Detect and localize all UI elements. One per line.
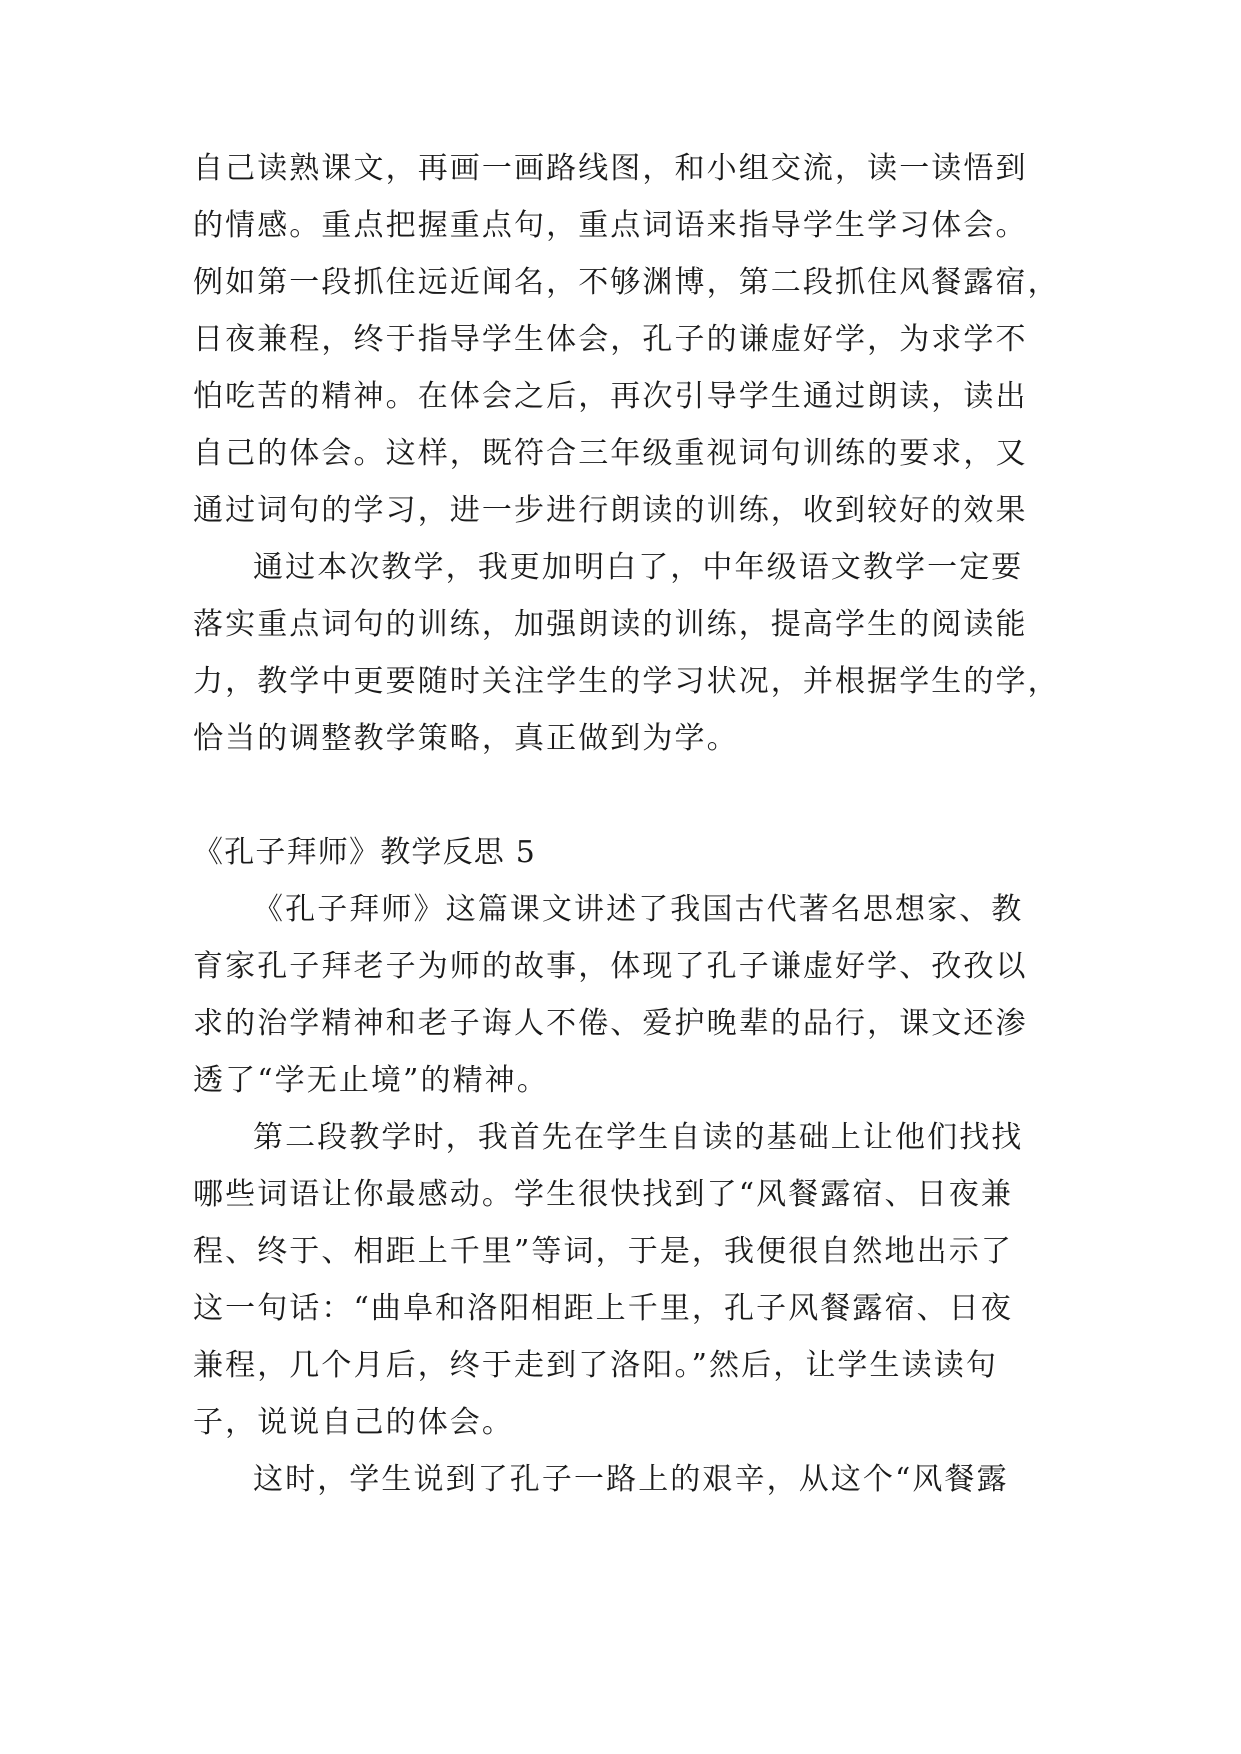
section-title: 《孔子拜师》教学反思 5 [193,835,537,870]
section-paragraph-2-line-4: 这一句话：“曲阜和洛阳相距上千里，孔子风餐露宿、日夜 [193,1291,1013,1326]
paragraph-1-line-5: 怕吃苦的精神。在体会之后，再次引导学生通过朗读，读出 [193,379,1028,414]
section-paragraph-2-line-1: 第二段教学时，我首先在学生自读的基础上让他们找找 [253,1120,1024,1155]
document-body [193,0,1060,1754]
paragraph-2-line-1: 通过本次教学，我更加明白了，中年级语文教学一定要 [253,550,1024,585]
section-paragraph-2-line-2: 哪些词语让你最感动。学生很快找到了“风餐露宿、日夜兼 [193,1177,1013,1212]
paragraph-1-line-6: 自己的体会。这样，既符合三年级重视词句训练的要求，又 [193,436,1028,471]
paragraph-1-line-1: 自己读熟课文，再画一画路线图，和小组交流，读一读悟到 [193,151,1028,186]
section-paragraph-1-line-3: 求的治学精神和老子诲人不倦、爱护晚辈的品行，课文还渗 [193,1006,1028,1041]
paragraph-2-line-3: 力，教学中更要随时关注学生的学习状况，并根据学生的学， [193,664,1060,699]
section-paragraph-2-line-6: 子，说说自己的体会。 [193,1405,514,1440]
paragraph-1-line-3: 例如第一段抓住远近闻名，不够渊博，第二段抓住风餐露宿， [193,265,1060,300]
paragraph-2-line-2: 落实重点词句的训练，加强朗读的训练，提高学生的阅读能 [193,607,1028,642]
section-paragraph-3-line-1: 这时，学生说到了孔子一路上的艰辛，从这个“风餐露 [253,1462,1009,1497]
section-paragraph-2-line-3: 程、终于、相距上千里”等词，于是，我便很自然地出示了 [193,1234,1013,1269]
section-paragraph-1-line-2: 育家孔子拜老子为师的故事，体现了孔子谦虚好学、孜孜以 [193,949,1028,984]
paragraph-1-line-2: 的情感。重点把握重点句，重点词语来指导学生学习体会。 [193,208,1028,243]
section-paragraph-1-line-1: 《孔子拜师》这篇课文讲述了我国古代著名思想家、教 [253,892,1024,927]
paragraph-2-line-4: 恰当的调整教学策略，真正做到为学。 [193,721,739,756]
section-paragraph-1-line-4: 透了“学无止境”的精神。 [193,1063,549,1098]
section-paragraph-2-line-5: 兼程，几个月后，终于走到了洛阳。”然后，让学生读读句 [193,1348,998,1383]
paragraph-1-line-4: 日夜兼程，终于指导学生体会，孔子的谦虚好学，为求学不 [193,322,1028,357]
paragraph-1-line-7: 通过词句的学习，进一步进行朗读的训练，收到较好的效果 [193,493,1028,528]
